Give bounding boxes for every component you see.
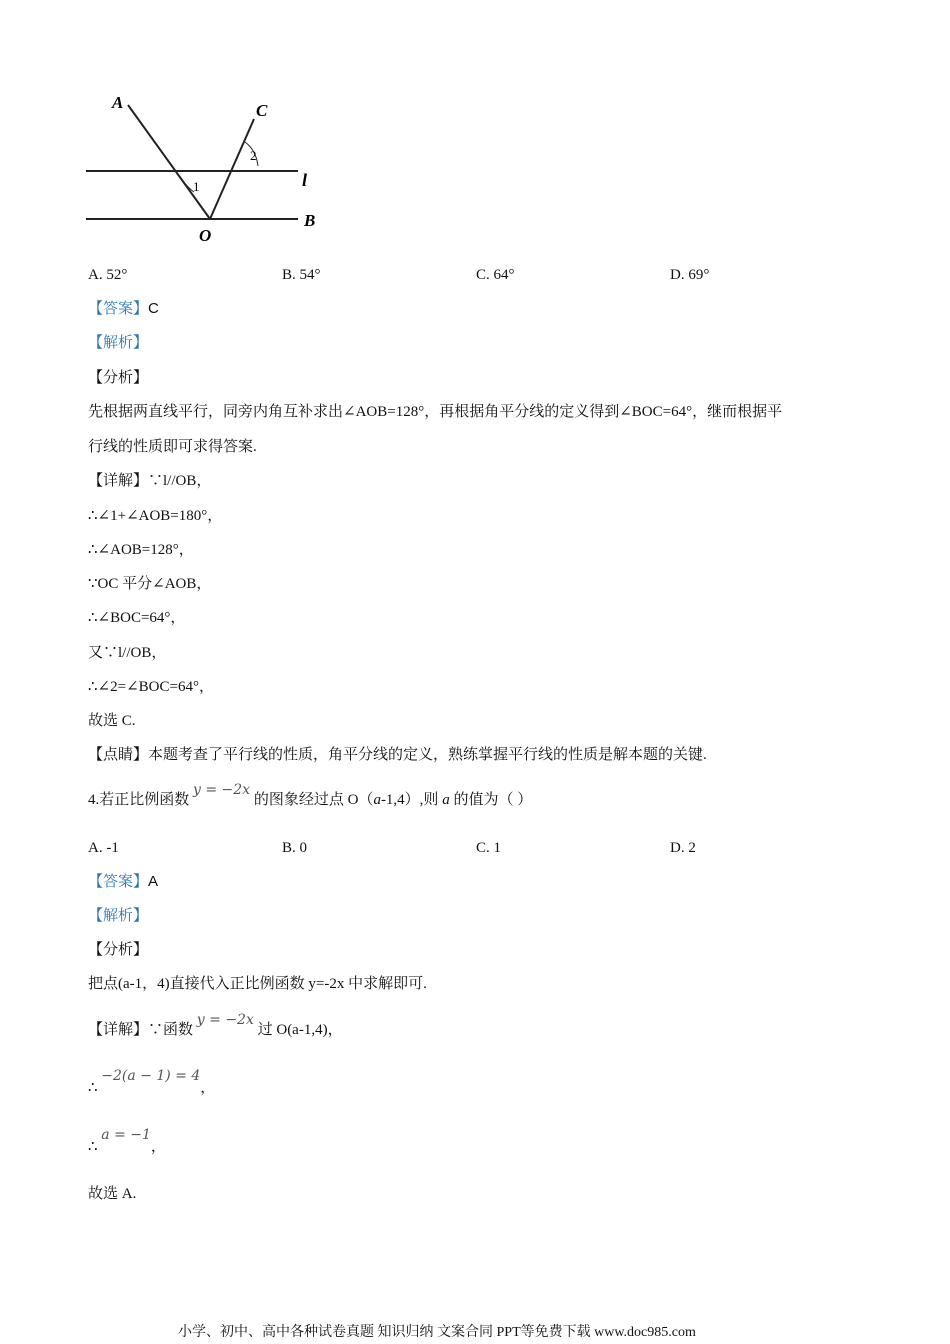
q3-step-2: ∴∠1+∠AOB=180°，	[88, 508, 223, 524]
label-B: B	[304, 211, 316, 230]
q4-stem-post: 的值为（ ）	[453, 792, 533, 808]
q4-jiexi-tag: 【解析】	[88, 908, 149, 924]
geometry-figure	[80, 88, 340, 248]
q4-fenxi-tag: 【分析】	[88, 942, 149, 958]
q4-eq2-line	[88, 1127, 166, 1157]
q3-step-4: ∵OC 平分∠AOB，	[88, 576, 212, 592]
q4-eq1: −2(a − 1) = 4	[101, 1068, 201, 1084]
q4-stem-mid2: -1,4）,则	[380, 792, 439, 808]
q4-var-a: a	[373, 792, 381, 808]
q3-dianjing	[88, 745, 707, 765]
xiangjie-pre: ∵函数	[148, 1022, 194, 1038]
q3-option-a: A. 52°	[88, 267, 128, 283]
step-1: ∵l//OB，	[148, 473, 212, 489]
xiangjie-post: 过 O(a-1,4)，	[257, 1022, 343, 1038]
answer-value: C	[148, 300, 159, 317]
answer-tag: 【答案】	[88, 874, 149, 890]
q4-eq2: a = −1	[101, 1127, 151, 1143]
answer-value: A	[148, 873, 159, 890]
dianjing-text: 本题考查了平行线的性质，角平分线的定义，熟练掌握平行线的性质是解本题的关键.	[148, 747, 707, 763]
q4-option-c: C. 1	[476, 840, 502, 856]
q3-step-7: ∴∠2=∠BOC=64°，	[88, 679, 214, 695]
q3-step-3: ∴∠AOB=128°，	[88, 542, 194, 558]
q3-fenxi-line1: 先根据两直线平行，同旁内角互补求出∠AOB=128°，再根据角平分线的定义得到∠BOC=64°，继而根据平	[88, 404, 783, 420]
label-A: A	[112, 93, 124, 112]
ray-OC	[210, 119, 254, 219]
q3-step-5: ∴∠BOC=64°，	[88, 610, 186, 626]
q3-xiangjie	[88, 471, 211, 491]
angle-1-arc	[180, 177, 194, 192]
q3-option-c: C. 64°	[476, 267, 515, 283]
dianjing-tag: 【点睛】	[88, 747, 149, 763]
label-angle-2: 2	[250, 148, 257, 163]
comma: ，	[150, 1139, 166, 1155]
label-C: C	[256, 101, 268, 120]
q4-stem	[88, 782, 533, 810]
q4-answer	[88, 872, 158, 892]
q3-fenxi-tag: 【分析】	[88, 370, 149, 386]
q4-formula: y = −2x	[193, 782, 251, 798]
q3-step-8: 故选 C.	[88, 713, 136, 729]
q4-conclusion: 故选 A.	[88, 1186, 137, 1202]
q4-stem-pre: 4.若正比例函数	[88, 792, 190, 808]
q4-option-b: B. 0	[282, 840, 308, 856]
q3-option-b: B. 54°	[282, 267, 321, 283]
q4-var-a2: a	[442, 792, 450, 808]
q3-answer	[88, 299, 159, 319]
label-O: O	[199, 226, 212, 245]
q3-fenxi-line2: 行线的性质即可求得答案.	[88, 439, 257, 455]
q4-option-a: A. -1	[88, 840, 119, 856]
therefore-symbol: ∴	[88, 1139, 98, 1155]
q3-option-d: D. 69°	[670, 267, 710, 283]
label-angle-1: 1	[193, 179, 200, 194]
q4-option-d: D. 2	[670, 840, 696, 856]
xiangjie-tag: 【详解】	[88, 473, 149, 489]
answer-tag: 【答案】	[88, 301, 149, 317]
therefore-symbol: ∴	[88, 1080, 98, 1096]
q3-step-6: 又∵l//OB，	[88, 645, 167, 661]
xiangjie-formula: y = −2x	[196, 1012, 254, 1028]
q4-stem-mid: 的图象经过点 O（	[253, 792, 374, 808]
ray-OA	[128, 105, 210, 219]
q4-fenxi: 把点(a-1，4)直接代入正比例函数 y=-2x 中求解即可.	[88, 976, 427, 992]
q4-xiangjie	[88, 1012, 343, 1040]
footer: 小学、初中、高中各种试卷真题 知识归纳 文案合同 PPT等免费下载 www.doc985.com	[178, 1325, 696, 1340]
q4-eq1-line	[88, 1068, 216, 1098]
xiangjie-tag: 【详解】	[88, 1022, 149, 1038]
comma: ，	[200, 1080, 216, 1096]
label-l: l	[302, 170, 308, 190]
q3-jiexi-tag: 【解析】	[88, 335, 149, 351]
